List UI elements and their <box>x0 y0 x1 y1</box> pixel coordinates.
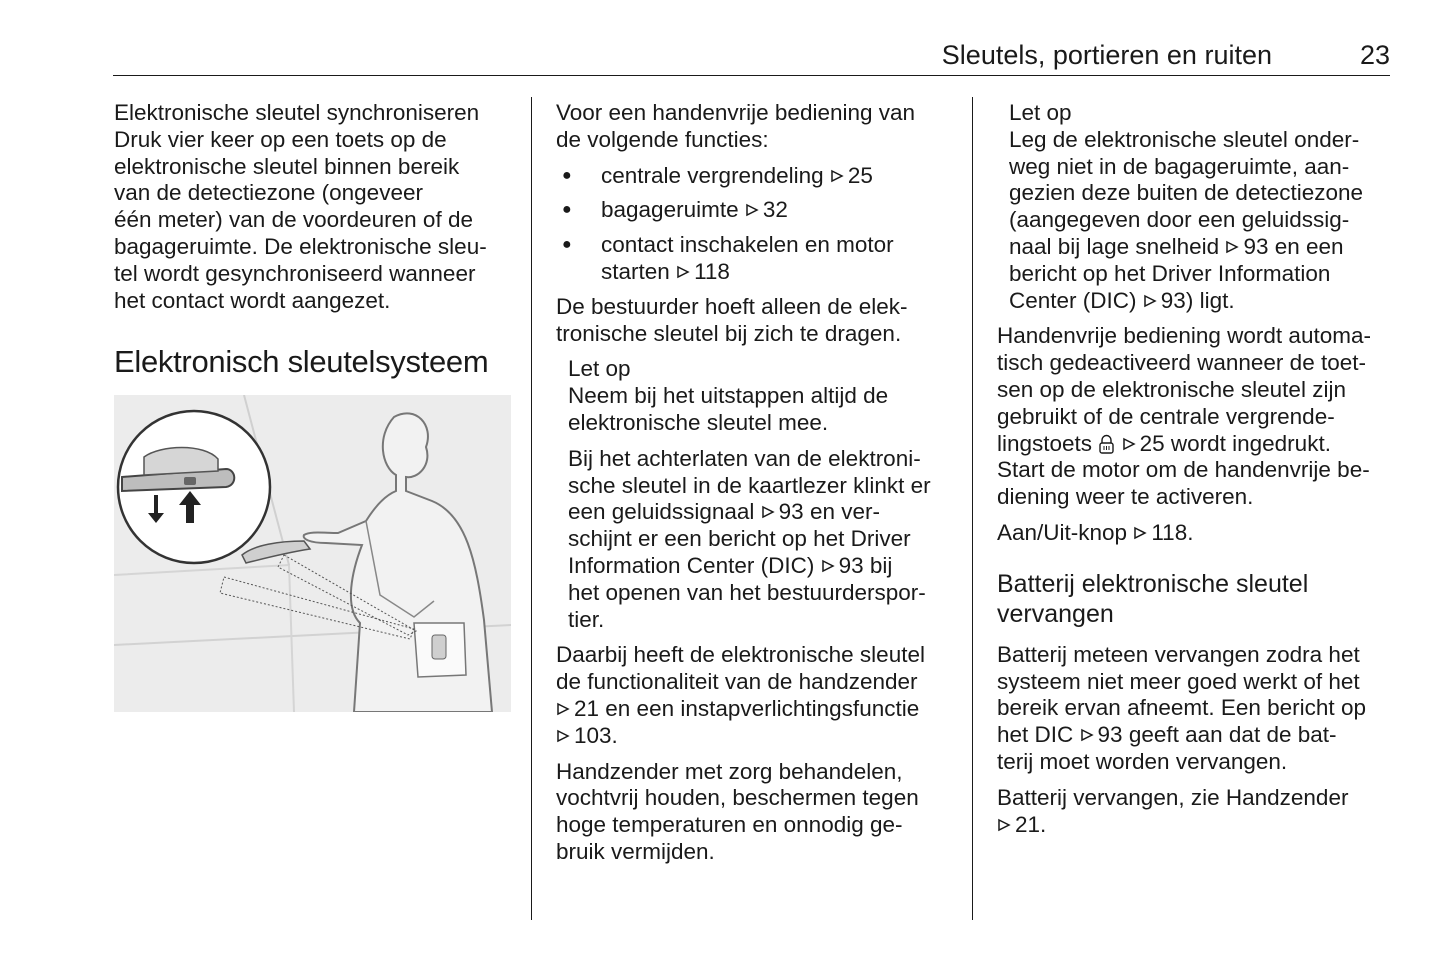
text-run: . <box>1040 811 1047 837</box>
page-ref-number: 93 <box>1243 233 1269 259</box>
page-reference-icon <box>1225 240 1239 254</box>
page-reference-icon <box>997 818 1011 832</box>
lock-icon <box>1098 434 1115 454</box>
electronic-key-illustration <box>114 395 511 712</box>
page-number: 23 <box>1359 40 1390 70</box>
list-item <box>556 232 961 286</box>
column-1 <box>114 100 514 712</box>
section-heading: Elektronisch sleutelsysteem <box>114 344 489 380</box>
note-block <box>997 100 1392 314</box>
column-2 <box>556 100 961 875</box>
page-reference-icon <box>830 169 844 183</box>
battery-replace-paragraph <box>997 785 1392 839</box>
function-list <box>556 163 961 286</box>
text-run: . <box>1187 519 1194 545</box>
text-run: Aan/Uit-knop <box>997 519 1128 545</box>
text-run: bij het openen van het bestuurderspor- tier. <box>568 552 926 632</box>
text-run: en ver- schijnt er een bericht op het Driver Information Center (DIC) <box>568 499 911 578</box>
page-reference-icon <box>556 702 570 716</box>
note-title: Let op <box>1009 100 1072 125</box>
page-ref-number: 25 <box>847 162 873 188</box>
page-ref-number: 21 <box>1015 811 1041 837</box>
text-run: en een instapverlichtingsfunctie <box>605 695 920 721</box>
page-reference-icon <box>745 203 759 217</box>
note-block <box>556 356 961 633</box>
page-reference-icon <box>556 729 570 743</box>
text-run: Handenvrije bediening wordt automa- tisch gedeactiveerd wanneer de toet- sen op de elektronische sleutel zijn gebruikt of de centrale vergrende- lingstoets <box>997 323 1371 456</box>
page-reference-icon <box>821 559 835 573</box>
text-run: Bij het achterlaten van de elektroni- sche sleutel in de kaartlezer klinkt er een geluidssignaal <box>568 445 931 525</box>
page-ref-number: 21 <box>574 695 600 721</box>
care-paragraph: Handzender met zorg behandelen, vochtvrij houden, beschermen tegen hoge temperaturen en onnodig ge- bruik vermijden. <box>556 758 919 864</box>
page-ref-number: 25 <box>1139 430 1165 456</box>
page-ref-number: 93 <box>1160 287 1186 313</box>
page-reference-icon <box>761 505 775 519</box>
page-reference-icon <box>1133 526 1147 540</box>
list-item-text: bagageruimte <box>601 197 739 223</box>
page-ref-number: 103 <box>574 722 612 748</box>
illustration-svg <box>114 395 511 712</box>
text-run: Batterij meteen vervangen zodra het systeem niet meer goed werkt of het bereik ervan afneemt. Een bericht op het DIC <box>997 641 1366 748</box>
text-run: geeft aan dat de bat- terij moet worden vervangen. <box>997 722 1337 774</box>
column-divider-1 <box>531 97 532 920</box>
page-reference-icon <box>676 265 690 279</box>
note-paragraph <box>568 446 961 634</box>
battery-paragraph <box>997 642 1392 776</box>
list-item-text: contact inschakelen en motor starten <box>601 232 894 284</box>
column-divider-2 <box>972 97 973 920</box>
battery-heading: Batterij elektronische sleutel vervangen <box>997 569 1309 628</box>
column-3 <box>997 100 1392 847</box>
handsfree-intro: Voor een handenvrije bediening van de volgende functies: <box>556 100 916 152</box>
sync-paragraph: Druk vier keer op een toets op de elektronische sleutel binnen bereik van de detectiezone (ongeveer één meter) van de voordeuren of de bagageruimte. De elektronische sleu- tel wordt gesynchroniseerd wanneer het contact wordt aangezet. <box>114 126 487 313</box>
text-run: ) ligt. <box>1185 287 1235 313</box>
page-reference-icon <box>1122 437 1136 451</box>
function-paragraph <box>556 642 961 749</box>
note-paragraph <box>1009 127 1392 315</box>
power-button-paragraph <box>997 520 1392 547</box>
text-run: Daarbij heeft de elektronische sleutel de functionaliteit van de handzender <box>556 642 925 695</box>
list-item <box>556 163 961 190</box>
driver-paragraph: De bestuurder hoeft alleen de elek- tronische sleutel bij zich te dragen. <box>556 293 908 346</box>
page-reference-icon <box>1080 728 1094 742</box>
text-run: Leg de elektronische sleutel onder- weg niet in de bagageruimte, aan- gezien deze buiten de detectiezone (aangegeven door een geluidssig- naal bij lage snelheid <box>1009 126 1364 259</box>
note-title: Let op <box>568 356 631 382</box>
page-ref-number: 118 <box>694 258 730 284</box>
text-run: wordt ingedrukt. Start de motor om de handenvrije be- diening weer te activeren. <box>997 430 1370 510</box>
text-run: Batterij vervangen, zie Handzender <box>997 784 1349 810</box>
running-header-title: Sleutels, portieren en ruiten <box>941 40 1272 70</box>
text-run: en een bericht op het Driver Information Center (DIC) <box>1009 233 1344 313</box>
list-item <box>556 197 961 224</box>
page-ref-number: 93 <box>1097 722 1123 748</box>
list-item-text: centrale vergrendeling <box>601 162 824 188</box>
deactivation-paragraph <box>997 323 1392 511</box>
text-run: . <box>611 722 618 748</box>
page-reference-icon <box>1143 294 1157 308</box>
page-ref-number: 32 <box>762 197 788 223</box>
page-ref-number: 93 <box>778 499 804 525</box>
note-paragraph: Neem bij het uitstappen altijd de elektronische sleutel mee. <box>568 383 889 435</box>
header-rule <box>113 75 1390 76</box>
section-subheading: Elektronische sleutel synchroniseren <box>114 100 480 125</box>
page-ref-number: 93 <box>838 552 864 578</box>
page-ref-number: 118 <box>1151 519 1188 545</box>
